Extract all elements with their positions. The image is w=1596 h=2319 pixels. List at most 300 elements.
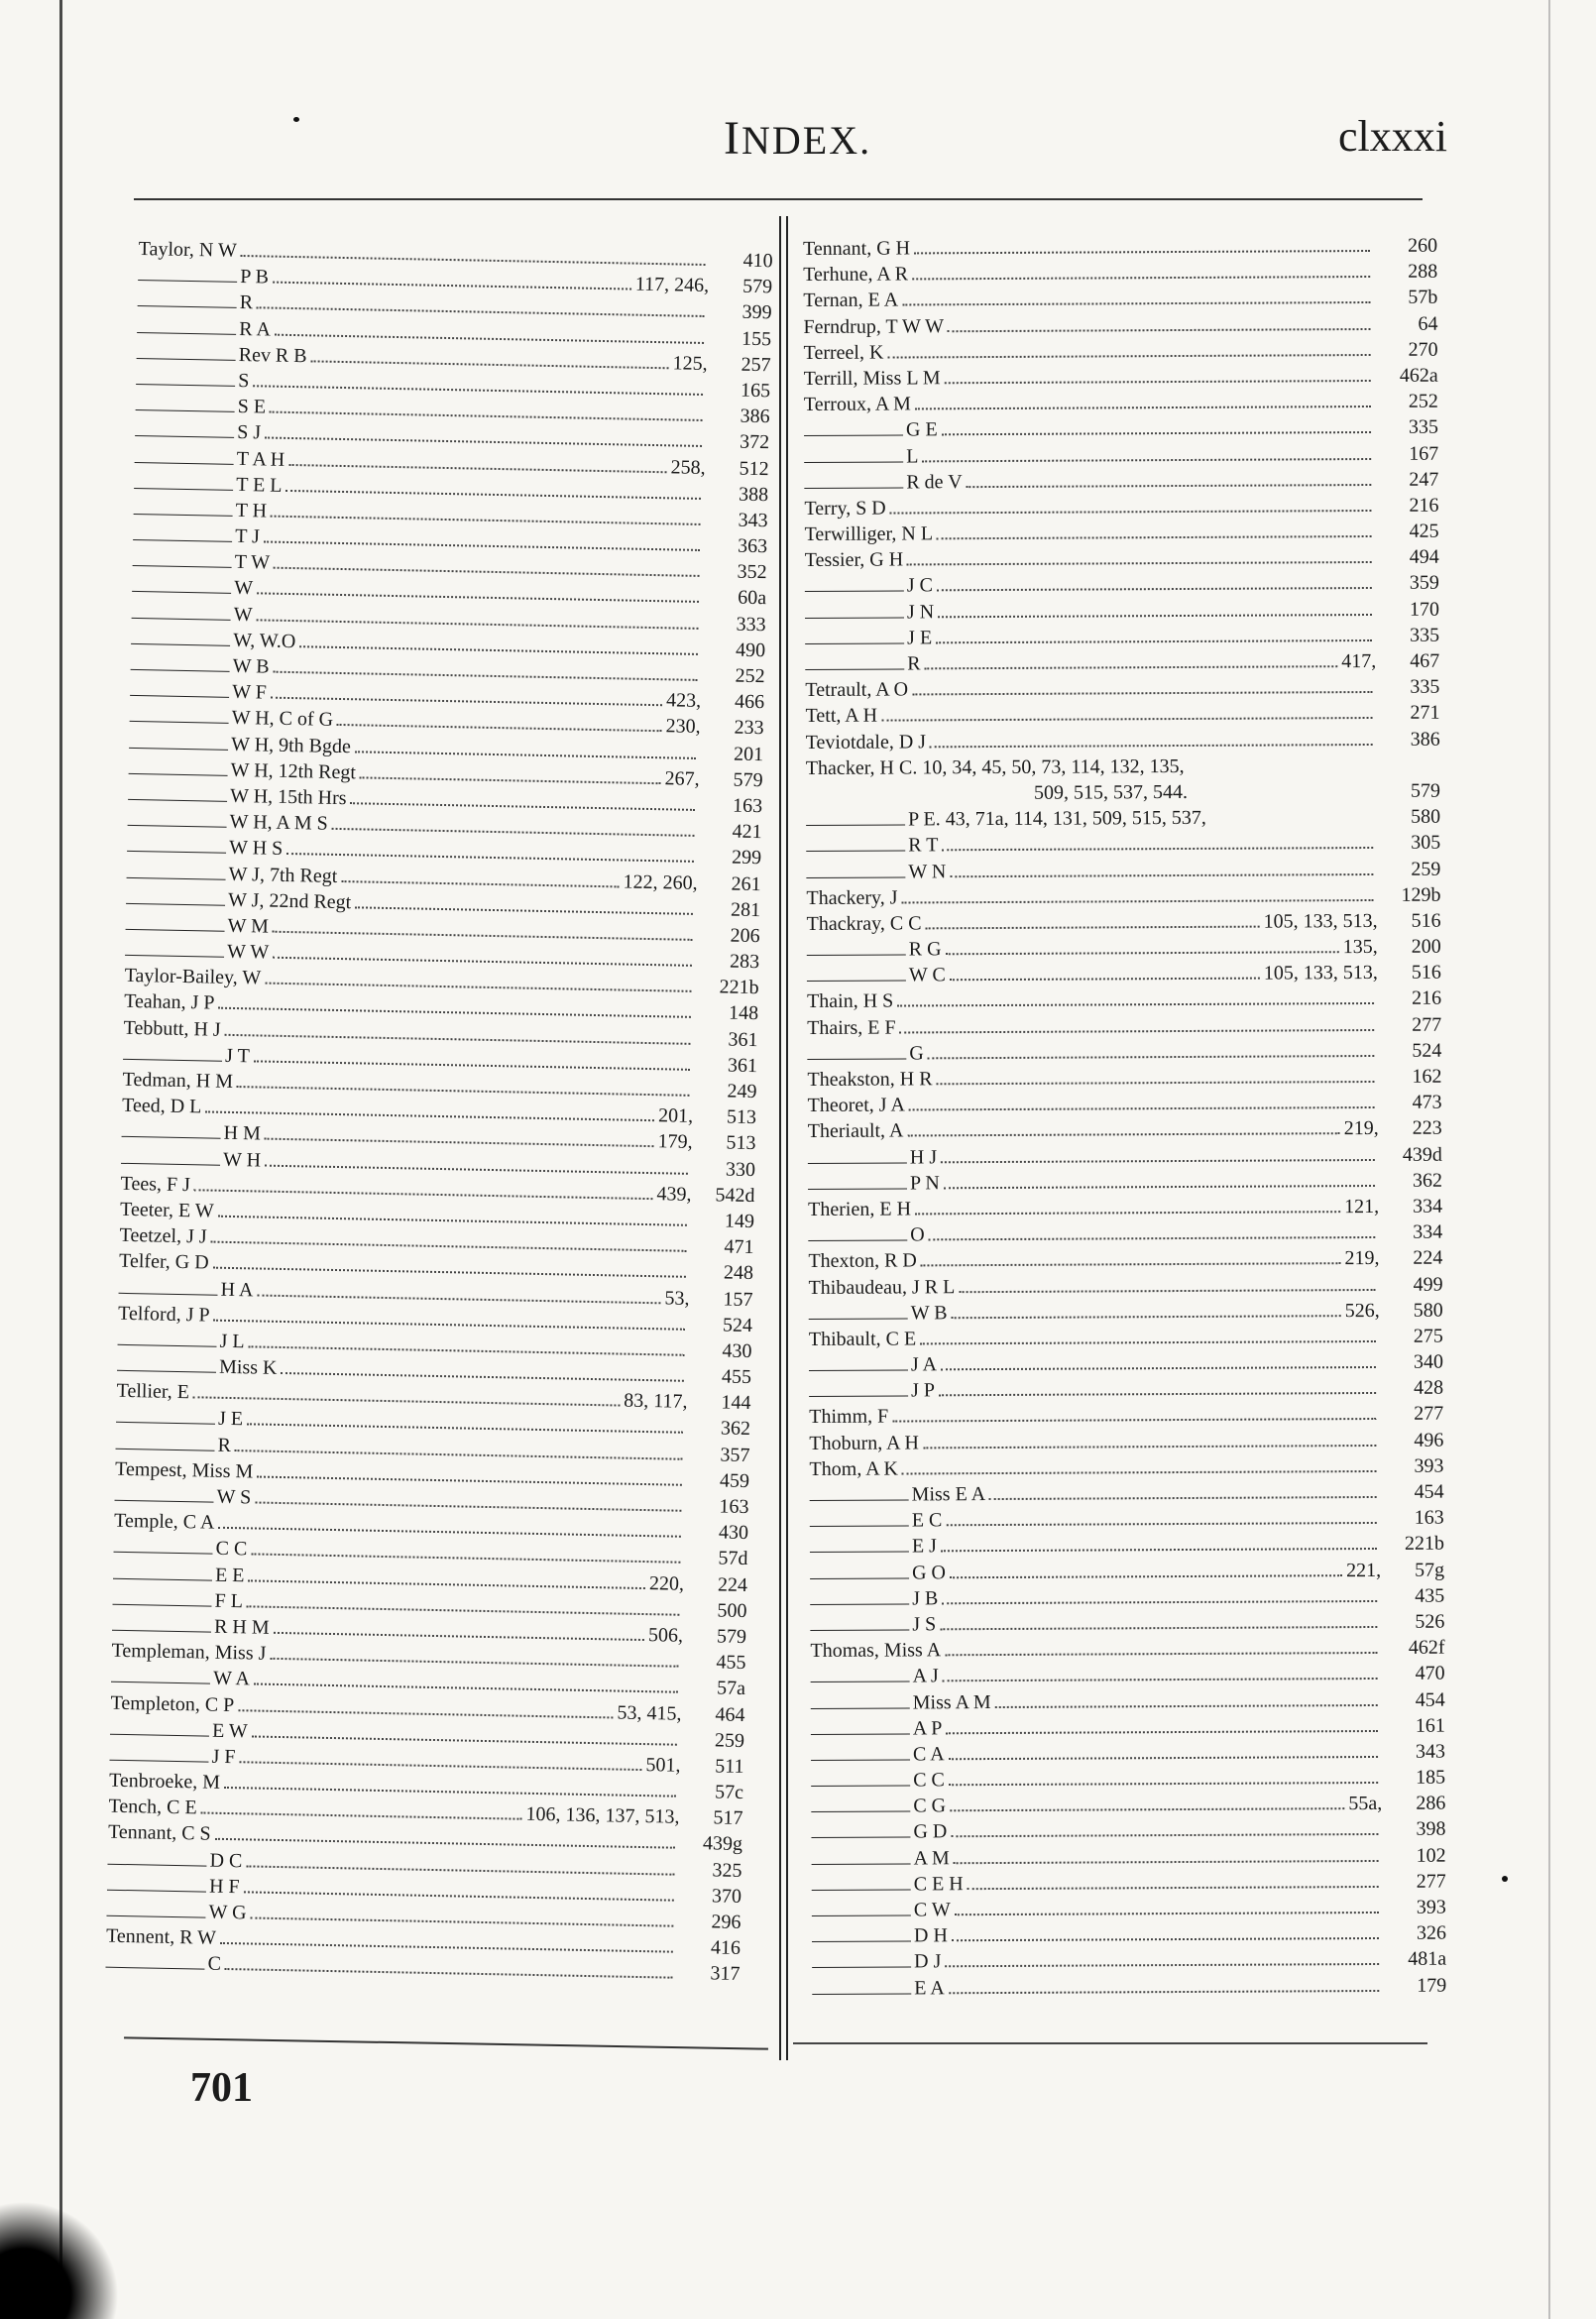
entry-name: W N <box>908 860 947 882</box>
dot-leader <box>897 986 1374 1007</box>
entry-extra-refs: 55a, <box>1348 1793 1383 1815</box>
ditto-dash <box>805 657 904 670</box>
entry-page-ref: 526 <box>1415 1610 1445 1633</box>
ditto-dash <box>808 1177 907 1190</box>
dot-leader <box>337 708 662 732</box>
entry-page-ref: 286 <box>1416 1792 1446 1815</box>
index-entry <box>811 1712 1445 1742</box>
entry-page-ref: 224 <box>717 1573 748 1596</box>
entry-name: Taylor-Bailey, W <box>124 965 262 989</box>
dot-leader <box>955 1896 1379 1915</box>
ditto-dash <box>811 1722 910 1735</box>
entry-page-ref: 343 <box>1415 1740 1446 1763</box>
dot-leader <box>350 786 695 811</box>
index-entry <box>806 830 1440 860</box>
entry-extra-refs: 106, 136, 137, 513, <box>525 1803 680 1829</box>
ditto-dash <box>129 762 228 776</box>
dot-leader <box>950 857 1373 876</box>
entry-page-ref: 57d <box>718 1547 748 1570</box>
entry-page-ref: 271 <box>1410 702 1440 725</box>
entry-extra-refs: 258, <box>670 455 706 479</box>
index-entry <box>804 493 1438 522</box>
entry-name: W C <box>908 964 946 986</box>
entry-name: W, W.O <box>232 629 296 652</box>
entry-page-ref: 335 <box>1410 675 1440 698</box>
index-entry <box>810 1479 1444 1509</box>
entry-name: Thimm, F <box>809 1406 889 1429</box>
entry-page-ref: 335 <box>1408 415 1439 439</box>
entry-name: J E <box>217 1408 244 1431</box>
entry-page-ref: 223 <box>1412 1117 1442 1140</box>
entry-name: 509, 515, 537, 544. <box>1033 780 1188 804</box>
entry-page-ref: 494 <box>1409 545 1439 569</box>
entry-name: Teed, D L <box>121 1095 202 1118</box>
entry-name: S E <box>237 396 267 418</box>
entry-page-ref: 343 <box>738 509 768 532</box>
entry-name: R A <box>239 317 272 341</box>
entry-name: Thackery, J <box>806 886 898 909</box>
entry-name: Teviotdale, D J <box>805 730 927 754</box>
index-column-right <box>803 233 1446 2002</box>
entry-name: W J, 7th Regt <box>228 863 338 887</box>
ditto-dash <box>106 1905 205 1918</box>
entry-page-ref: 216 <box>1411 987 1442 1010</box>
ditto-dash <box>128 788 227 802</box>
index-entry <box>809 1375 1443 1405</box>
entry-page-ref: 496 <box>1414 1429 1444 1451</box>
ditto-dash <box>812 1956 911 1969</box>
entry-name: Tench, C E <box>108 1795 197 1819</box>
entry-extra-refs: 219, <box>1343 1117 1379 1140</box>
dot-leader <box>241 239 706 266</box>
entry-name: Telford, J P <box>117 1302 210 1327</box>
ditto-dash <box>811 1748 910 1761</box>
entry-name: Therien, E H <box>808 1198 912 1220</box>
dot-leader <box>921 1246 1341 1266</box>
entry-page-ref: 252 <box>735 664 765 688</box>
entry-name: C W <box>913 1899 951 1921</box>
index-entry <box>807 1064 1441 1094</box>
dot-leader <box>944 1169 1375 1189</box>
entry-page-ref: 579 <box>1410 779 1440 802</box>
index-entry <box>807 1011 1441 1041</box>
entry-extra-refs: 125, <box>672 352 708 375</box>
ditto-dash <box>112 1592 211 1606</box>
index-entry <box>808 1090 1442 1119</box>
ditto-dash <box>812 1930 911 1943</box>
entry-name: E W <box>211 1719 249 1743</box>
entry-name: W J, 22nd Regt <box>227 888 352 913</box>
dot-leader <box>922 442 1371 462</box>
footer-rule-left <box>124 2036 768 2049</box>
dot-leader <box>1189 755 1373 772</box>
dot-leader <box>942 1584 1377 1604</box>
ditto-dash <box>807 970 906 983</box>
entry-name: Templeman, Miss J <box>111 1639 267 1665</box>
entry-page-ref: 455 <box>721 1365 752 1389</box>
page-title-initial: I <box>724 112 741 165</box>
index-entry <box>808 1194 1442 1223</box>
entry-page-ref: 372 <box>739 430 770 454</box>
entry-name: Tett, A H <box>805 704 878 728</box>
entry-page-ref: 516 <box>1411 961 1441 985</box>
entry-name: H J <box>909 1145 938 1169</box>
dot-leader <box>887 338 1370 359</box>
dot-leader <box>946 1506 1377 1526</box>
dot-leader <box>1192 781 1373 798</box>
entry-extra-refs: 121, <box>1344 1195 1380 1218</box>
entry-page-ref: 542d <box>715 1184 755 1207</box>
entry-page-ref: 277 <box>1412 1013 1442 1036</box>
entry-page-ref: 163 <box>732 794 763 818</box>
entry-name: Ferndrup, T W W <box>803 314 945 338</box>
dot-leader <box>1210 807 1373 824</box>
entry-name: W H <box>222 1148 262 1172</box>
entry-page-ref: 363 <box>737 534 768 558</box>
entry-extra-refs: 179, <box>657 1130 693 1154</box>
index-entry <box>810 1531 1444 1561</box>
ditto-dash <box>113 1541 212 1555</box>
entry-name: P E. 43, 71a, 114, 131, 509, 515, 537, <box>908 807 1206 831</box>
entry-name: W <box>233 577 254 600</box>
dot-leader <box>950 962 1260 982</box>
entry-name: Thibaudeau, J R L <box>808 1275 956 1299</box>
ditto-dash <box>115 1489 214 1503</box>
entry-name: J P <box>911 1379 936 1402</box>
index-entry <box>806 881 1440 911</box>
entry-page-ref: 361 <box>727 1054 758 1077</box>
entry-name: S <box>238 369 250 393</box>
dot-leader <box>952 1921 1379 1941</box>
page-title-rest: NDEX. <box>741 118 872 163</box>
entry-page-ref: 439g <box>702 1832 743 1856</box>
ditto-dash <box>811 1800 910 1813</box>
entry-extra-refs: 135, <box>1342 936 1378 959</box>
ditto-dash <box>123 1048 222 1062</box>
ditto-dash <box>112 1619 211 1633</box>
ditto-dash <box>130 710 229 724</box>
entry-page-ref: 500 <box>717 1599 747 1622</box>
entry-name: J B <box>912 1587 939 1610</box>
entry-page-ref: 149 <box>724 1210 755 1233</box>
index-entry <box>811 1686 1445 1716</box>
entry-page-ref: 221b <box>1404 1533 1444 1556</box>
entry-name: Theoret, J A <box>807 1094 905 1117</box>
entry-extra-refs: 506, <box>647 1624 684 1647</box>
entry-page-ref: 296 <box>711 1911 741 1933</box>
column-divider <box>779 216 781 2060</box>
entry-page-ref: 129b <box>1401 883 1441 906</box>
entry-extra-refs: 201, <box>657 1104 694 1128</box>
ditto-dash <box>116 1411 215 1425</box>
entry-page-ref: 333 <box>736 613 766 636</box>
dot-leader <box>920 1325 1376 1344</box>
index-entry <box>804 466 1438 496</box>
dot-leader <box>937 571 1372 591</box>
dot-leader <box>936 624 1372 643</box>
ditto-dash <box>118 1333 217 1347</box>
entry-page-ref: 170 <box>1409 598 1440 621</box>
entry-name: Tessier, G H <box>804 548 904 572</box>
index-entry <box>810 1557 1444 1586</box>
entry-page-ref: 513 <box>726 1105 757 1129</box>
index-entry <box>810 1635 1444 1665</box>
index-entry <box>807 986 1441 1015</box>
entry-name: S J <box>237 421 262 444</box>
index-entry <box>808 1167 1442 1197</box>
entry-name: C C <box>913 1769 945 1792</box>
entry-page-ref: 462f <box>1408 1636 1445 1659</box>
ditto-dash <box>804 476 903 489</box>
dot-leader <box>341 865 620 887</box>
entry-page-ref: 428 <box>1414 1376 1444 1400</box>
entry-page-ref: 454 <box>1415 1688 1445 1711</box>
entry-name: W H, 9th Bgde <box>230 733 352 757</box>
ditto-dash <box>135 450 234 464</box>
ditto-dash <box>807 1047 906 1060</box>
ditto-dash <box>138 294 237 308</box>
ditto-dash <box>805 606 904 619</box>
entry-name: E J <box>911 1535 937 1558</box>
entry-page-ref: 179 <box>1417 1974 1447 1997</box>
entry-page-ref: 326 <box>1416 1921 1447 1944</box>
entry-name: A J <box>912 1665 939 1687</box>
entry-page-ref: 386 <box>1410 728 1440 751</box>
entry-name: Thairs, E F <box>807 1016 896 1039</box>
entry-extra-refs: 526, <box>1344 1299 1380 1322</box>
dot-leader <box>948 312 1371 332</box>
entry-name: W H, 12th Regt <box>230 758 357 784</box>
ditto-dash <box>107 1879 206 1893</box>
entry-page-ref: 362 <box>1412 1169 1443 1192</box>
entry-name: Theriault, A <box>807 1119 904 1143</box>
ditto-dash <box>810 1541 909 1554</box>
column-divider-second <box>786 216 788 2060</box>
entry-page-ref: 580 <box>1411 805 1441 828</box>
entry-page-ref: 317 <box>710 1962 741 1986</box>
dot-leader <box>939 1376 1376 1396</box>
entry-name: F L <box>214 1589 244 1613</box>
entry-name: L <box>906 444 919 467</box>
ditto-dash <box>804 450 903 463</box>
entry-name: Tenbroeke, M <box>108 1769 221 1794</box>
entry-page-ref: 200 <box>1411 935 1441 958</box>
entry-page-ref: 64 <box>1418 312 1438 335</box>
dot-leader <box>915 1195 1340 1215</box>
entry-page-ref: 167 <box>1409 442 1439 465</box>
entry-page-ref: 148 <box>728 1002 759 1025</box>
dot-leader <box>901 883 1373 903</box>
roman-page-number: clxxxi <box>1338 112 1447 161</box>
index-entry <box>812 1868 1446 1898</box>
entry-name: Rev R B <box>238 343 307 368</box>
entry-name: E E <box>214 1564 245 1586</box>
entry-extra-refs: 230, <box>665 715 701 739</box>
entry-page-ref: 362 <box>720 1417 751 1441</box>
index-entry <box>808 1115 1442 1145</box>
ditto-dash <box>117 1359 216 1373</box>
dot-leader <box>938 598 1372 618</box>
index-entry <box>804 336 1438 366</box>
entry-page-ref: 579 <box>733 768 763 791</box>
index-entry <box>803 310 1437 340</box>
entry-page-ref: 330 <box>725 1158 756 1181</box>
entry-name: W H S <box>228 837 284 861</box>
entry-name: O <box>910 1223 925 1246</box>
entry-name: Thom, A K <box>809 1457 899 1480</box>
entry-name: Tees, F J <box>120 1172 191 1196</box>
ditto-dash <box>809 1359 908 1372</box>
index-entry <box>803 233 1437 263</box>
entry-page-ref: 277 <box>1416 1870 1446 1893</box>
entry-name: W M <box>227 914 270 938</box>
entry-name: Miss A M <box>912 1690 991 1713</box>
entry-page-ref: 393 <box>1416 1896 1446 1918</box>
entry-name: W H, 15th Hrs <box>229 784 347 810</box>
entry-page-ref: 416 <box>710 1936 741 1960</box>
entry-name: E C <box>911 1509 943 1532</box>
entry-extra-refs: 219, <box>1344 1247 1380 1270</box>
entry-name: Thacker, H C. 10, 34, 45, 50, 73, 114, 132, 135, <box>805 754 1185 779</box>
entry-name: Thackray, C C <box>806 912 922 935</box>
index-entry <box>806 778 1440 808</box>
entry-extra-refs: 439, <box>656 1182 692 1206</box>
index-entry <box>811 1816 1445 1846</box>
entry-page-ref: 325 <box>712 1859 742 1882</box>
index-entry <box>809 1401 1443 1431</box>
index-entry <box>812 1842 1446 1872</box>
entry-page-ref: 224 <box>1413 1246 1443 1270</box>
entry-name: W W <box>226 940 270 964</box>
ditto-dash <box>133 554 232 568</box>
entry-name: G D <box>913 1820 948 1843</box>
ditto-dash <box>811 1696 910 1709</box>
entry-name: A P <box>912 1716 943 1740</box>
entry-name: P N <box>909 1172 940 1195</box>
entry-name: A M <box>913 1846 950 1870</box>
entry-page-ref: 299 <box>731 846 762 870</box>
ditto-dash <box>121 1151 220 1165</box>
ditto-dash <box>812 1904 911 1916</box>
entry-page-ref: 261 <box>731 872 761 895</box>
entry-name: Terry, S D <box>804 497 886 520</box>
entry-page-ref: 277 <box>1414 1403 1444 1426</box>
ditto-dash <box>132 607 231 621</box>
entry-page-ref: 288 <box>1408 260 1438 283</box>
entry-name: T A H <box>236 447 285 471</box>
entry-name: Tempest, Miss M <box>114 1457 254 1483</box>
entry-page-ref: 260 <box>1408 234 1438 257</box>
entry-page-ref: 165 <box>740 379 771 403</box>
ditto-dash <box>133 528 232 542</box>
entry-page-ref: 499 <box>1413 1273 1443 1296</box>
header-rule <box>134 198 1423 200</box>
entry-name: Terreel, K <box>803 341 884 364</box>
dot-leader <box>967 468 1372 488</box>
entry-name: W <box>233 603 253 626</box>
ditto-dash <box>812 1852 911 1865</box>
entry-page-ref: 259 <box>714 1729 745 1752</box>
entry-name: Thain, H S <box>806 989 894 1013</box>
entry-page-ref: 216 <box>1409 494 1439 517</box>
entry-page-ref: 513 <box>726 1131 756 1155</box>
dot-leader <box>907 1117 1339 1137</box>
entry-name: W H, C of G <box>231 707 334 732</box>
entry-name: Terwilliger, N L <box>804 522 934 546</box>
entry-page-ref: 524 <box>1412 1039 1442 1062</box>
entry-page-ref: 102 <box>1416 1844 1446 1867</box>
index-entry <box>812 1920 1446 1950</box>
dot-leader <box>942 831 1373 851</box>
ditto-dash <box>806 866 905 878</box>
entry-name: C C <box>215 1538 248 1561</box>
entry-page-ref: 257 <box>741 353 771 377</box>
ink-blot <box>0 2201 119 2319</box>
entry-page-ref: 357 <box>720 1444 750 1466</box>
index-entry <box>810 1609 1444 1639</box>
index-entry <box>805 648 1439 678</box>
entry-page-ref: 398 <box>1416 1818 1446 1841</box>
index-entry <box>806 726 1440 755</box>
index-entry <box>804 440 1438 470</box>
entry-name: T H <box>235 499 268 522</box>
entry-name: Miss E A <box>911 1483 986 1506</box>
dot-leader <box>950 1559 1342 1578</box>
index-entry <box>805 674 1439 704</box>
entry-page-ref: 163 <box>1414 1506 1444 1529</box>
entry-name: H M <box>223 1122 262 1145</box>
entry-name: Temple, C A <box>113 1509 215 1534</box>
entry-name: J S <box>912 1613 937 1636</box>
dot-leader <box>902 1454 1377 1475</box>
dot-leader <box>954 1844 1379 1864</box>
entry-page-ref: 335 <box>1410 624 1440 646</box>
ditto-dash <box>807 944 906 957</box>
entry-name: G O <box>912 1561 947 1584</box>
entry-page-ref: 467 <box>1410 649 1440 672</box>
entry-name: C <box>207 1953 222 1976</box>
entry-page-ref: 275 <box>1413 1325 1443 1347</box>
ditto-dash <box>107 1852 206 1866</box>
entry-name: J F <box>211 1745 236 1769</box>
index-entry <box>806 752 1440 781</box>
entry-name: T E L <box>235 473 283 497</box>
index-entry <box>809 1427 1443 1456</box>
ditto-dash <box>804 424 903 437</box>
ditto-dash <box>805 580 904 593</box>
entry-name: W S <box>216 1485 252 1509</box>
dot-leader <box>940 1610 1377 1630</box>
entry-name: W A <box>212 1668 251 1690</box>
entry-extra-refs: 53, <box>664 1286 690 1310</box>
index-entry <box>803 285 1437 314</box>
entry-name: Tennant, C S <box>107 1821 211 1846</box>
entry-page-ref: 454 <box>1414 1480 1444 1503</box>
dot-leader <box>946 935 1339 955</box>
dot-leader <box>949 1766 1378 1786</box>
entry-name: Ternan, E A <box>803 289 899 312</box>
ditto-dash <box>808 1229 907 1242</box>
index-entry <box>805 570 1439 600</box>
index-entry <box>810 1505 1444 1535</box>
entry-extra-refs: 105, 133, 513, <box>1263 909 1378 933</box>
entry-page-ref: 470 <box>1415 1662 1445 1685</box>
entry-name: J T <box>224 1044 250 1068</box>
ditto-dash <box>806 814 905 827</box>
entry-name: R <box>239 291 254 314</box>
continuation-indent <box>806 799 1034 800</box>
index-entry <box>808 1271 1442 1301</box>
